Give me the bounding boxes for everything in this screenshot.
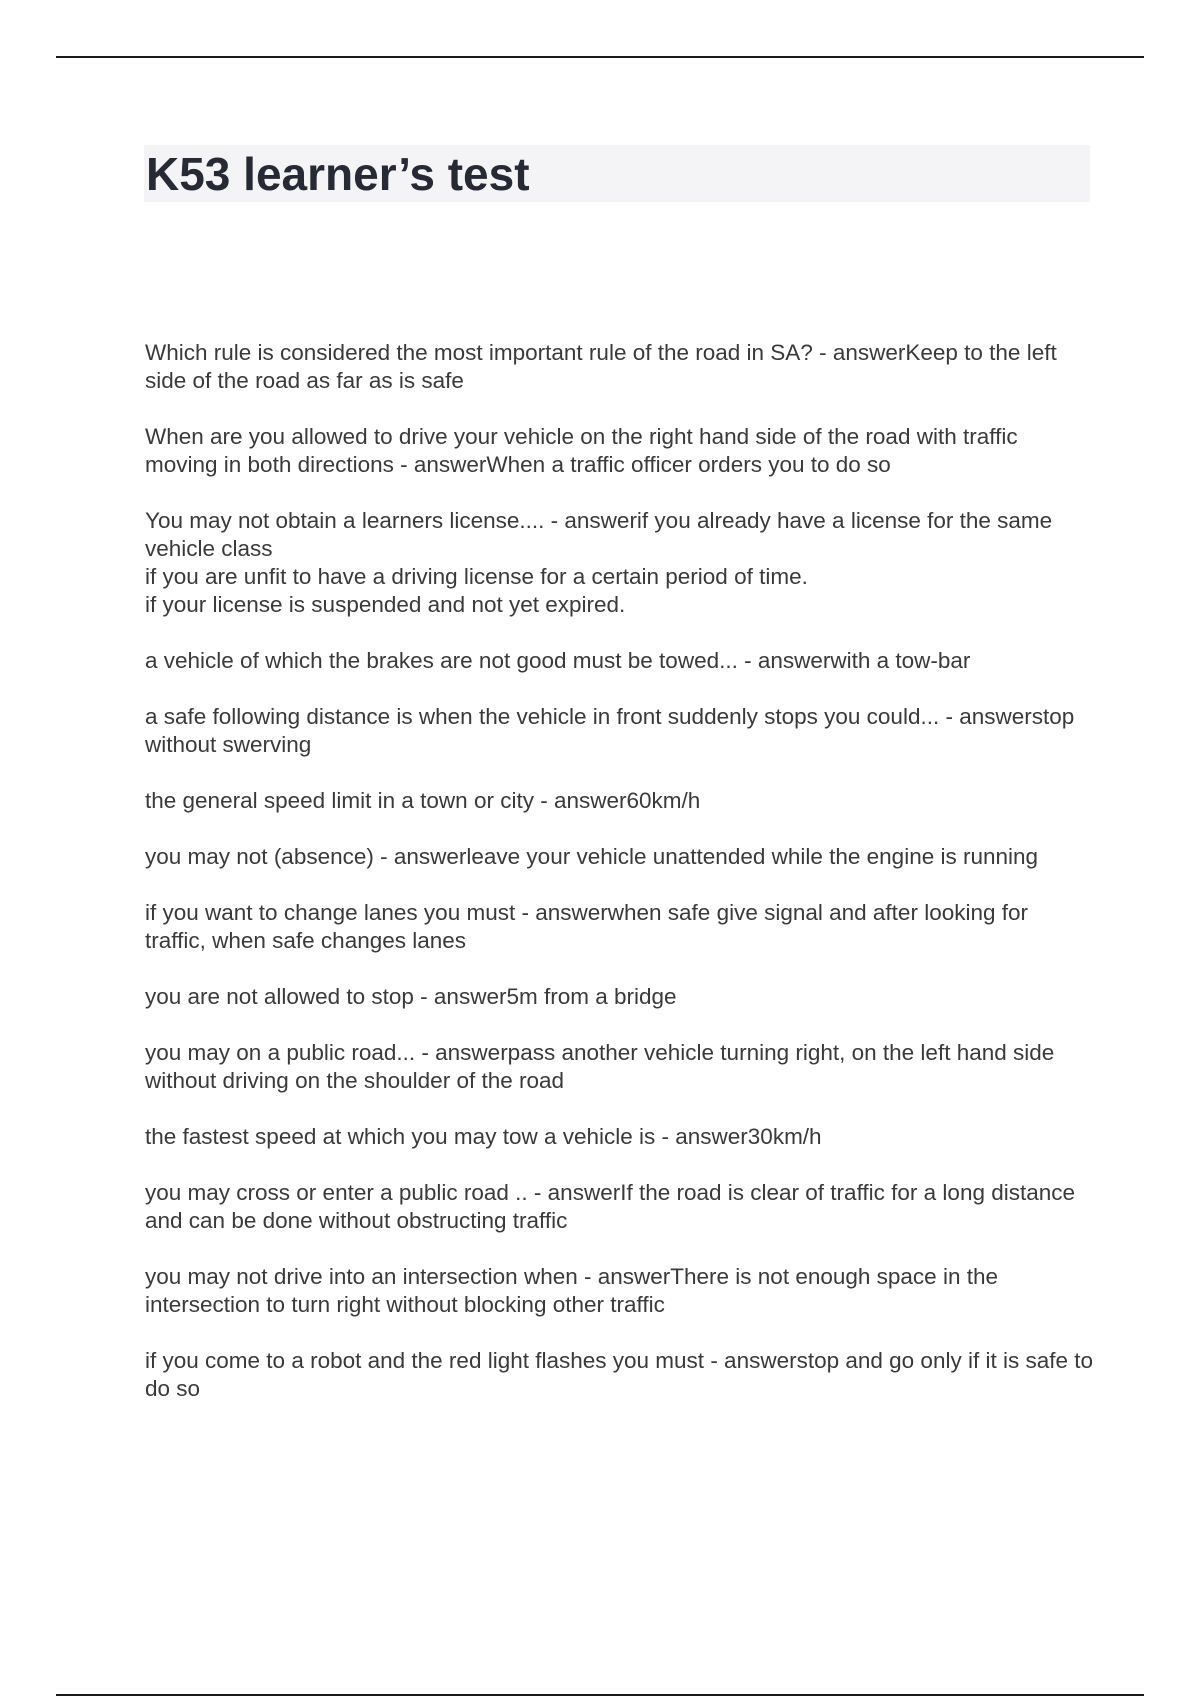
qa-item-line: if you are unfit to have a driving license for a certain period of time. xyxy=(145,564,808,589)
qa-item-line: You may not obtain a learners license.... - answerif you already have a license for the same vehicle class xyxy=(145,508,1053,561)
qa-item: a vehicle of which the brakes are not good must be towed... - answerwith a tow-bar xyxy=(145,648,971,673)
qa-item: Which rule is considered the most important rule of the road in SA? - answerKeep to the left side of the road as far as is safe xyxy=(145,340,1057,393)
bottom-divider xyxy=(56,1694,1144,1696)
page-title: K53 learner’s test xyxy=(146,148,530,200)
qa-item: the fastest speed at which you may tow a vehicle is - answer30km/h xyxy=(145,1124,822,1149)
top-divider xyxy=(56,56,1144,58)
qa-item: you may not drive into an intersection when - answerThere is not enough space in the intersection to turn right without blocking other traffic xyxy=(145,1264,998,1317)
qa-list xyxy=(145,339,1095,1431)
qa-item: if you come to a robot and the red light flashes you must - answerstop and go only if it is safe to do so xyxy=(145,1348,1094,1401)
qa-item: if you want to change lanes you must - answerwhen safe give signal and after looking for traffic, when safe changes lanes xyxy=(145,900,1029,953)
qa-item: the general speed limit in a town or city - answer60km/h xyxy=(145,788,701,813)
qa-item: When are you allowed to drive your vehicle on the right hand side of the road with traffic moving in both directions - answerWhen a traffic officer orders you to do so xyxy=(145,424,1018,477)
qa-item xyxy=(145,507,1095,619)
qa-item: you may not (absence) - answerleave your vehicle unattended while the engine is running xyxy=(145,844,1039,869)
qa-item: a safe following distance is when the vehicle in front suddenly stops you could... - answerstop without swerving xyxy=(145,704,1075,757)
qa-item-line: if your license is suspended and not yet expired. xyxy=(145,592,626,617)
qa-item: you may on a public road... - answerpass another vehicle turning right, on the left hand side without driving on the shoulder of the road xyxy=(145,1040,1055,1093)
qa-item: you are not allowed to stop - answer5m from a bridge xyxy=(145,984,677,1009)
qa-item: you may cross or enter a public road .. - answerIf the road is clear of traffic for a long distance and can be done without obstructing traffic xyxy=(145,1180,1076,1233)
